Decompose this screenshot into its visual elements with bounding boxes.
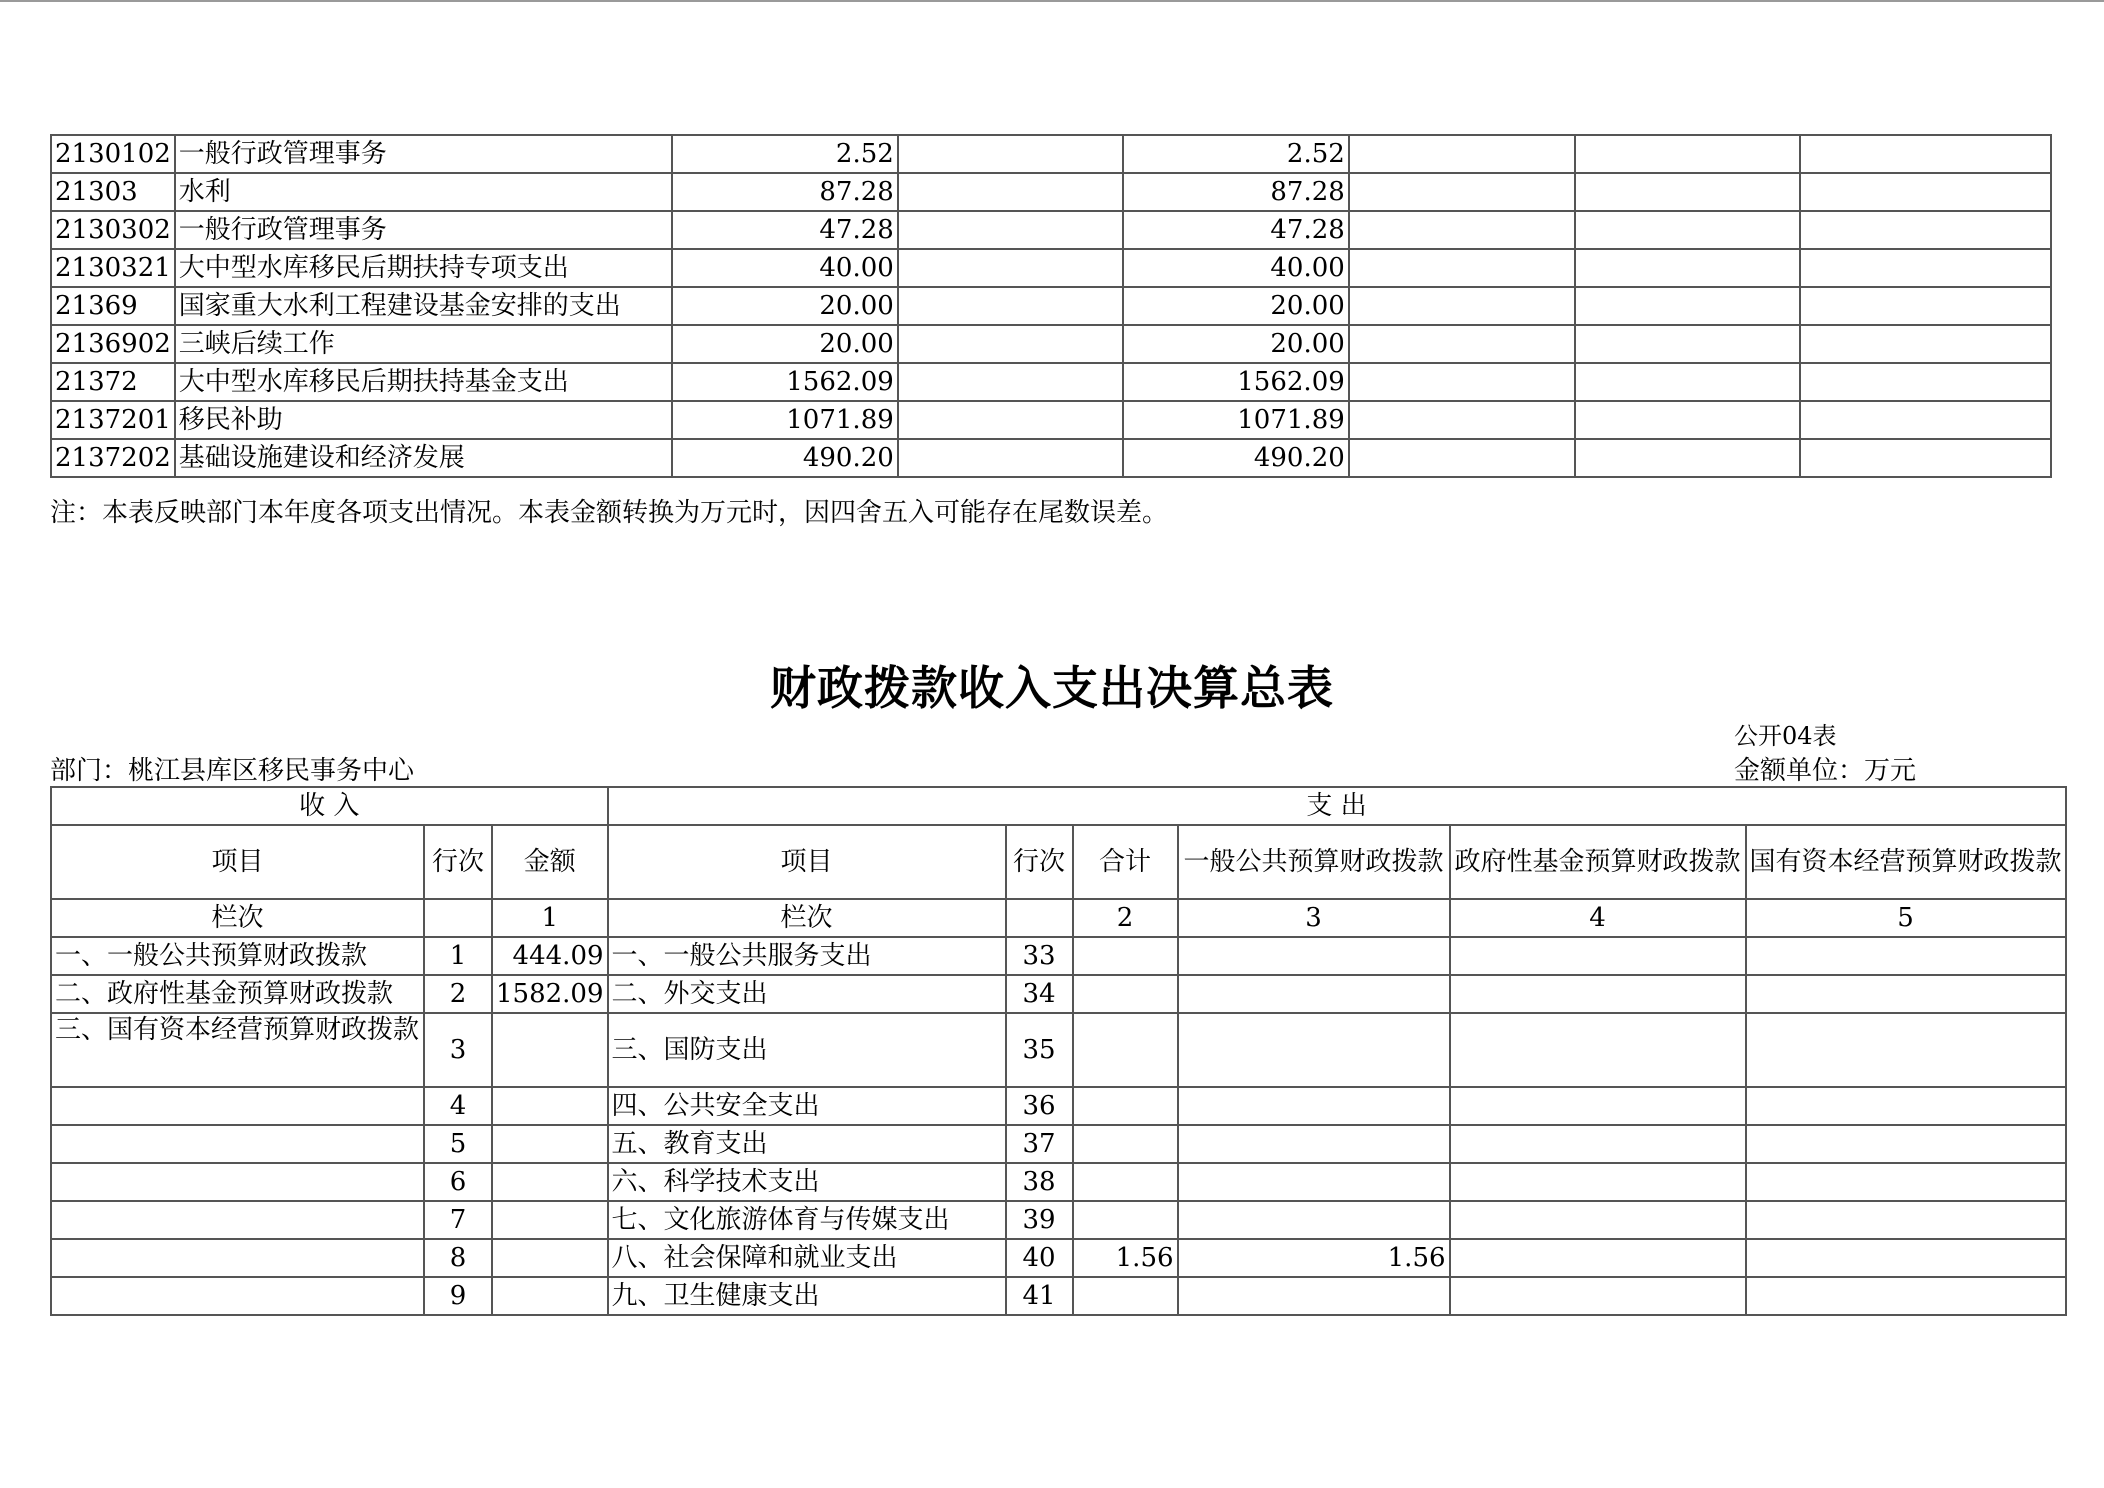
col-number-5: 5 xyxy=(1746,899,2066,937)
amount-cell xyxy=(1800,211,2051,249)
total-amount: 2.52 xyxy=(672,135,898,173)
amount-cell xyxy=(1349,135,1575,173)
expense-row-no: 37 xyxy=(1006,1125,1073,1163)
subject-name: 一般行政管理事务 xyxy=(175,135,672,173)
expense-item: 九、卫生健康支出 xyxy=(608,1277,1006,1315)
subject-code: 2130302 xyxy=(51,211,175,249)
form-number: 公开04表 xyxy=(1734,722,1837,750)
col-number-1: 1 xyxy=(492,899,608,937)
income-row-no-header: 行次 xyxy=(424,825,492,899)
income-item xyxy=(51,1277,424,1315)
expense-item: 一、一般公共服务支出 xyxy=(608,937,1006,975)
fund-budget-header: 政府性基金预算财政拨款 xyxy=(1450,825,1746,899)
amount-cell xyxy=(1349,325,1575,363)
general-budget-amount xyxy=(1178,1013,1450,1087)
amount-cell xyxy=(1800,173,2051,211)
amount-cell xyxy=(1575,439,1800,477)
income-row-no: 9 xyxy=(424,1277,492,1315)
total-amount xyxy=(1073,1125,1178,1163)
table-row xyxy=(51,1087,2066,1125)
table-row xyxy=(51,135,2051,173)
expense-row-no: 36 xyxy=(1006,1087,1073,1125)
amount-cell xyxy=(1575,249,1800,287)
income-item-header: 项目 xyxy=(51,825,424,899)
basic-amount xyxy=(898,325,1123,363)
table-row xyxy=(51,1013,2066,1087)
state-capital-amount xyxy=(1746,1201,2066,1239)
section-header-row xyxy=(51,787,2066,825)
income-item: 一、一般公共预算财政拨款 xyxy=(51,937,424,975)
total-amount: 40.00 xyxy=(672,249,898,287)
table-row xyxy=(51,439,2051,477)
total-amount xyxy=(1073,1277,1178,1315)
project-amount: 490.20 xyxy=(1123,439,1349,477)
income-item: 三、国有资本经营预算财政拨款 xyxy=(51,1013,424,1087)
fund-budget-amount xyxy=(1450,1201,1746,1239)
basic-amount xyxy=(898,249,1123,287)
total-amount xyxy=(1073,1201,1178,1239)
expense-item: 三、国防支出 xyxy=(608,1013,1006,1087)
income-amount xyxy=(492,1239,608,1277)
expense-item: 二、外交支出 xyxy=(608,975,1006,1013)
amount-cell xyxy=(1349,439,1575,477)
income-item xyxy=(51,1239,424,1277)
column-header-row xyxy=(51,825,2066,899)
expense-item-header: 项目 xyxy=(608,825,1006,899)
total-amount xyxy=(1073,1087,1178,1125)
amount-cell xyxy=(1575,211,1800,249)
col-no-blank-expense xyxy=(1006,899,1073,937)
fiscal-summary-table xyxy=(50,786,2067,1316)
project-amount: 1562.09 xyxy=(1123,363,1349,401)
subject-code: 2130321 xyxy=(51,249,175,287)
income-item: 二、政府性基金预算财政拨款 xyxy=(51,975,424,1013)
income-row-no: 8 xyxy=(424,1239,492,1277)
income-amount: 1582.09 xyxy=(492,975,608,1013)
fund-budget-amount xyxy=(1450,937,1746,975)
col-label: 栏次 xyxy=(51,899,424,937)
table-note: 注：本表反映部门本年度各项支出情况。本表金额转换为万元时，因四舍五入可能存在尾数误差。 xyxy=(50,498,1169,528)
income-row-no: 3 xyxy=(424,1013,492,1087)
table-row xyxy=(51,1201,2066,1239)
table-row xyxy=(51,401,2051,439)
subject-name: 移民补助 xyxy=(175,401,672,439)
subject-code: 21372 xyxy=(51,363,175,401)
table-row xyxy=(51,325,2051,363)
expense-header: 支 出 xyxy=(608,787,2066,825)
expense-row-no: 34 xyxy=(1006,975,1073,1013)
income-amount: 444.09 xyxy=(492,937,608,975)
total-header: 合计 xyxy=(1073,825,1178,899)
project-amount: 87.28 xyxy=(1123,173,1349,211)
total-amount: 47.28 xyxy=(672,211,898,249)
amount-cell xyxy=(1800,439,2051,477)
basic-amount xyxy=(898,287,1123,325)
col-number-4: 4 xyxy=(1450,899,1746,937)
general-budget-amount xyxy=(1178,1087,1450,1125)
income-item xyxy=(51,1087,424,1125)
subject-name: 大中型水库移民后期扶持基金支出 xyxy=(175,363,672,401)
col-label-expense: 栏次 xyxy=(608,899,1006,937)
expense-row-no: 41 xyxy=(1006,1277,1073,1315)
expense-item: 七、文化旅游体育与传媒支出 xyxy=(608,1201,1006,1239)
amount-cell xyxy=(1349,287,1575,325)
amount-cell xyxy=(1349,173,1575,211)
project-amount: 40.00 xyxy=(1123,249,1349,287)
basic-amount xyxy=(898,135,1123,173)
subject-name: 大中型水库移民后期扶持专项支出 xyxy=(175,249,672,287)
general-budget-amount xyxy=(1178,1163,1450,1201)
total-amount: 490.20 xyxy=(672,439,898,477)
amount-cell xyxy=(1575,325,1800,363)
total-amount xyxy=(1073,1013,1178,1087)
subject-name: 水利 xyxy=(175,173,672,211)
table-row xyxy=(51,1125,2066,1163)
general-budget-amount: 1.56 xyxy=(1178,1239,1450,1277)
expense-item: 八、社会保障和就业支出 xyxy=(608,1239,1006,1277)
amount-cell xyxy=(1800,401,2051,439)
project-amount: 47.28 xyxy=(1123,211,1349,249)
general-budget-amount xyxy=(1178,1277,1450,1315)
subject-name: 三峡后续工作 xyxy=(175,325,672,363)
total-amount: 20.00 xyxy=(672,325,898,363)
state-capital-amount xyxy=(1746,1277,2066,1315)
income-row-no: 2 xyxy=(424,975,492,1013)
amount-cell xyxy=(1575,363,1800,401)
income-item xyxy=(51,1125,424,1163)
amount-cell xyxy=(1575,287,1800,325)
income-item xyxy=(51,1163,424,1201)
table-row xyxy=(51,1277,2066,1315)
total-amount: 87.28 xyxy=(672,173,898,211)
fund-budget-amount xyxy=(1450,1277,1746,1315)
total-amount: 1.56 xyxy=(1073,1239,1178,1277)
table-row xyxy=(51,1163,2066,1201)
income-row-no: 1 xyxy=(424,937,492,975)
state-capital-amount xyxy=(1746,1239,2066,1277)
general-budget-amount xyxy=(1178,1201,1450,1239)
income-amount xyxy=(492,1087,608,1125)
general-budget-header: 一般公共预算财政拨款 xyxy=(1178,825,1450,899)
income-amount xyxy=(492,1125,608,1163)
expense-item: 六、科学技术支出 xyxy=(608,1163,1006,1201)
expense-row-no: 39 xyxy=(1006,1201,1073,1239)
income-amount-header: 金额 xyxy=(492,825,608,899)
expense-row-no: 33 xyxy=(1006,937,1073,975)
state-capital-amount xyxy=(1746,975,2066,1013)
basic-amount xyxy=(898,439,1123,477)
expense-row-no: 40 xyxy=(1006,1239,1073,1277)
project-amount: 2.52 xyxy=(1123,135,1349,173)
expense-row-no: 38 xyxy=(1006,1163,1073,1201)
subject-code: 21303 xyxy=(51,173,175,211)
amount-cell xyxy=(1349,363,1575,401)
income-row-no: 7 xyxy=(424,1201,492,1239)
basic-amount xyxy=(898,401,1123,439)
page-title: 财政拨款收入支出决算总表 xyxy=(770,661,1334,715)
subject-name: 国家重大水利工程建设基金安排的支出 xyxy=(175,287,672,325)
project-amount: 20.00 xyxy=(1123,287,1349,325)
income-amount xyxy=(492,1013,608,1087)
col-number-2: 2 xyxy=(1073,899,1178,937)
fund-budget-amount xyxy=(1450,1239,1746,1277)
subject-code: 2137201 xyxy=(51,401,175,439)
table-row xyxy=(51,975,2066,1013)
general-budget-amount xyxy=(1178,1125,1450,1163)
total-amount: 1562.09 xyxy=(672,363,898,401)
amount-cell xyxy=(1349,401,1575,439)
income-amount xyxy=(492,1201,608,1239)
expense-row-no-header: 行次 xyxy=(1006,825,1073,899)
subject-code: 2136902 xyxy=(51,325,175,363)
page-top-border xyxy=(0,0,2104,2)
income-item xyxy=(51,1201,424,1239)
amount-cell xyxy=(1349,249,1575,287)
column-number-row xyxy=(51,899,2066,937)
fund-budget-amount xyxy=(1450,1125,1746,1163)
state-capital-amount xyxy=(1746,937,2066,975)
subject-code: 2130102 xyxy=(51,135,175,173)
amount-unit-label: 金额单位：万元 xyxy=(1734,756,1917,786)
amount-cell xyxy=(1800,249,2051,287)
subject-name: 基础设施建设和经济发展 xyxy=(175,439,672,477)
project-amount: 20.00 xyxy=(1123,325,1349,363)
department-label: 部门：桃江县库区移民事务中心 xyxy=(50,756,415,786)
col-number-3: 3 xyxy=(1178,899,1450,937)
income-row-no: 4 xyxy=(424,1087,492,1125)
state-capital-amount xyxy=(1746,1125,2066,1163)
state-capital-amount xyxy=(1746,1013,2066,1087)
income-header: 收 入 xyxy=(51,787,608,825)
fund-budget-amount xyxy=(1450,1163,1746,1201)
expense-item: 四、公共安全支出 xyxy=(608,1087,1006,1125)
basic-amount xyxy=(898,211,1123,249)
total-amount xyxy=(1073,1163,1178,1201)
expense-item: 五、教育支出 xyxy=(608,1125,1006,1163)
amount-cell xyxy=(1575,173,1800,211)
fund-budget-amount xyxy=(1450,1013,1746,1087)
table-row xyxy=(51,211,2051,249)
income-amount xyxy=(492,1277,608,1315)
subject-code: 21369 xyxy=(51,287,175,325)
total-amount: 1071.89 xyxy=(672,401,898,439)
basic-amount xyxy=(898,173,1123,211)
income-amount xyxy=(492,1163,608,1201)
amount-cell xyxy=(1800,363,2051,401)
table-row xyxy=(51,249,2051,287)
subject-code: 2137202 xyxy=(51,439,175,477)
table-row xyxy=(51,1239,2066,1277)
amount-cell xyxy=(1575,135,1800,173)
total-amount xyxy=(1073,937,1178,975)
state-capital-amount xyxy=(1746,1163,2066,1201)
amount-cell xyxy=(1575,401,1800,439)
total-amount xyxy=(1073,975,1178,1013)
col-no-blank xyxy=(424,899,492,937)
amount-cell xyxy=(1800,135,2051,173)
subject-name: 一般行政管理事务 xyxy=(175,211,672,249)
income-row-no: 5 xyxy=(424,1125,492,1163)
amount-cell xyxy=(1800,325,2051,363)
fund-budget-amount xyxy=(1450,975,1746,1013)
fund-budget-amount xyxy=(1450,1087,1746,1125)
state-capital-amount xyxy=(1746,1087,2066,1125)
general-budget-amount xyxy=(1178,937,1450,975)
table-row xyxy=(51,173,2051,211)
general-budget-amount xyxy=(1178,975,1450,1013)
project-amount: 1071.89 xyxy=(1123,401,1349,439)
expenditure-detail-table xyxy=(50,134,2052,478)
income-row-no: 6 xyxy=(424,1163,492,1201)
total-amount: 20.00 xyxy=(672,287,898,325)
table-row xyxy=(51,363,2051,401)
basic-amount xyxy=(898,363,1123,401)
amount-cell xyxy=(1800,287,2051,325)
expense-row-no: 35 xyxy=(1006,1013,1073,1087)
table-row xyxy=(51,287,2051,325)
state-capital-header: 国有资本经营预算财政拨款 xyxy=(1746,825,2066,899)
amount-cell xyxy=(1349,211,1575,249)
table-row xyxy=(51,937,2066,975)
